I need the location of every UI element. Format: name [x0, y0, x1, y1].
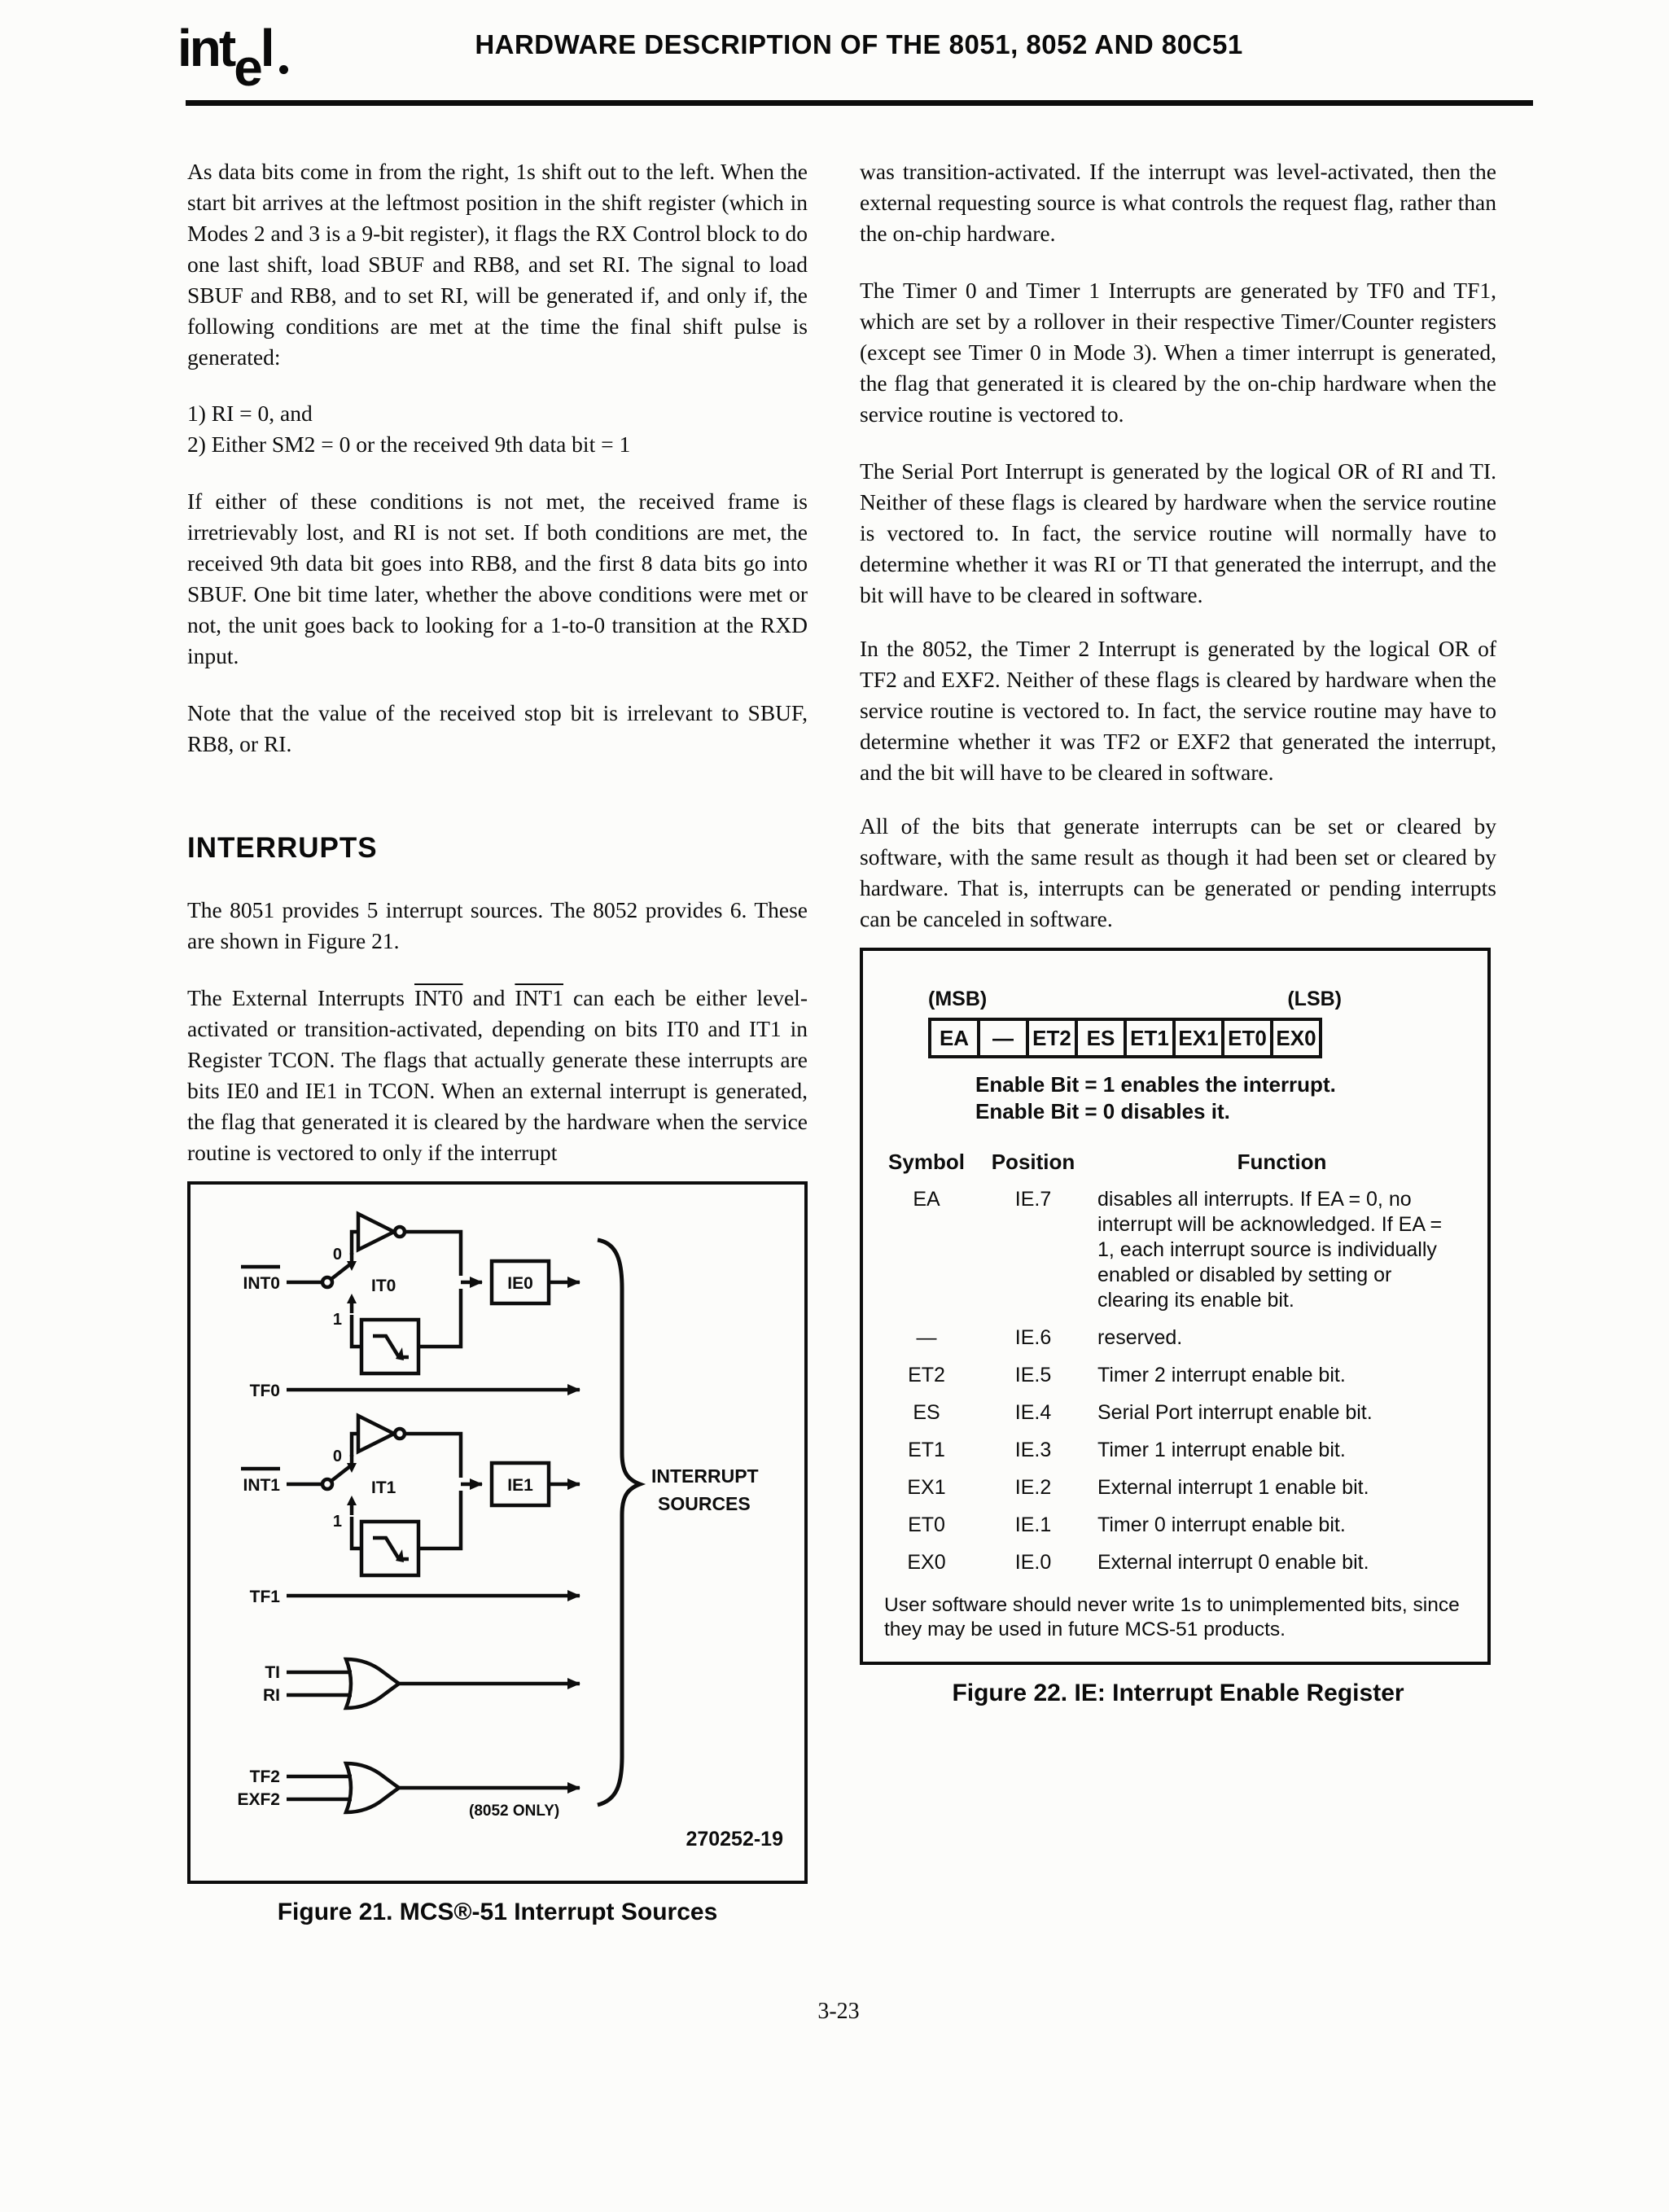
- paragraph: Note that the value of the received stop bit is irrelevant to SBUF, RB8, or RI.: [187, 700, 808, 756]
- table-cell-symbol: EX0: [907, 1551, 946, 1574]
- int1-label: INT1: [243, 1476, 280, 1495]
- table-cell-symbol: ET2: [908, 1364, 945, 1386]
- timer2-or-gate-channel: [237, 1763, 580, 1820]
- paragraph: The Serial Port Interrupt is generated by the logical OR of RI and TI. Neither of these flags is cleared by hardware when the service routine is vectored to. In fact, the service routine will normally have to determine whether it was RI or TI that generated the interrupt, and the bit will have to be cleared in software.: [860, 458, 1496, 607]
- paragraph: [187, 983, 808, 1168]
- table-cell-function: External interrupt 1 enable bit.: [1097, 1476, 1369, 1499]
- figure22-footnote: User software should never write 1s to unimplemented bits, since they may be used in future MCS-51 products.: [884, 1594, 1460, 1640]
- figure22-frame: [860, 948, 1491, 1665]
- table-cell-function: External interrupt 0 enable bit.: [1097, 1551, 1369, 1574]
- int1-overlined: INT1: [515, 985, 563, 1010]
- enable-note-2: Enable Bit = 0 disables it.: [975, 1099, 1230, 1124]
- int0-channel: [241, 1214, 580, 1373]
- paragraph: As data bits come in from the right, 1s shift out to the left. When the start bit arrives at the leftmost position in the shift register (which in Modes 2 and 3 is a 9-bit register), it flags the RX Control block to do one last shift, load SBUF and RB8, and set RI. The signal to load SBUF and RB8, and to set RI, will be generated if, and only if, the following conditions are met at the time the final shift pulse is generated:: [187, 159, 808, 370]
- page-number: 3-23: [817, 1999, 860, 2024]
- table-cell-position: IE.1: [1014, 1513, 1052, 1536]
- condition-item-1: 1) RI = 0, and: [187, 401, 313, 426]
- switch-wiper: [331, 1466, 350, 1481]
- it1-label: IT1: [371, 1478, 396, 1497]
- paragraph: The Timer 0 and Timer 1 Interrupts are generated by TF0 and TF1, which are set by a rollover in their respective Timer/Counter registers (except see Timer 0 in Mode 3). When a timer interrupt is generated, the flag that generated it is cleared by the on-chip hardware when the service routine is vectored to.: [860, 278, 1496, 427]
- table-cell-symbol: ES: [913, 1401, 940, 1424]
- table-cell-function: reserved.: [1097, 1326, 1183, 1349]
- text-segment: can each be either level-activated or transition-activated, depending on bits IT0 and IT1 in Register TCON. The flags that actually generate these interrupts are bits IE0 and IE1 in TCON. When an external interrupt is generated, the flag that generated it is cleared by the hardware when the service routine is vectored to only if the interrupt: [187, 985, 808, 1165]
- column-header-function: Function: [1237, 1150, 1327, 1174]
- ie0-label: IE0: [507, 1274, 533, 1293]
- table-cell-position: IE.3: [1014, 1439, 1052, 1461]
- table-cell-position: IE.0: [1014, 1551, 1052, 1574]
- table-cell-function: Serial Port interrupt enable bit.: [1097, 1401, 1373, 1424]
- table-cell-position: IE.6: [1014, 1326, 1052, 1349]
- page-title: HARDWARE DESCRIPTION OF THE 8051, 8052 AND 80C51: [475, 29, 1243, 59]
- figure22-caption: Figure 22. IE: Interrupt Enable Register: [952, 1680, 1404, 1706]
- inverter-icon: [358, 1214, 394, 1250]
- or-gate-icon: [346, 1659, 399, 1708]
- table-cell-position: IE.5: [1014, 1364, 1052, 1386]
- text-segment: The External Interrupts: [187, 985, 414, 1010]
- tf2-label: TF2: [249, 1767, 280, 1786]
- logo-text-l: l: [260, 19, 273, 77]
- condition-item-2: 2) Either SM2 = 0 or the received 9th data bit = 1: [187, 431, 631, 457]
- column-header-position: Position: [991, 1150, 1075, 1174]
- edge-detector-box: [361, 1522, 418, 1575]
- table-cell-position: IE.7: [1014, 1188, 1052, 1211]
- switch-wiper: [331, 1264, 350, 1279]
- table-cell-position: IE.2: [1014, 1476, 1052, 1499]
- inverter-bubble: [395, 1227, 405, 1237]
- bit-cell-reserved: —: [977, 1018, 1029, 1058]
- register-bit-order-labels: [928, 983, 1342, 1014]
- falling-edge-icon: [373, 1336, 409, 1357]
- enable-bit-notes: [975, 1071, 1466, 1125]
- lsb-label: (LSB): [1287, 988, 1342, 1010]
- ti-label: TI: [265, 1663, 280, 1682]
- text-segment: and: [462, 985, 515, 1010]
- switch-0-label: 0: [332, 1448, 342, 1465]
- switch-pole: [322, 1277, 332, 1287]
- tf1-channel: [250, 1588, 580, 1606]
- enable-note-1: Enable Bit = 1 enables the interrupt.: [975, 1072, 1336, 1097]
- int1-channel: [241, 1416, 580, 1575]
- table-cell-position: IE.4: [1014, 1401, 1052, 1424]
- table-cell-symbol: EA: [913, 1188, 940, 1211]
- bit-cell-ea: EA: [928, 1018, 980, 1058]
- left-column: [187, 156, 808, 1928]
- paragraph: If either of these conditions is not met, the received frame is irretrievably lost, and RI is not set. If both conditions are met, the received 9th data bit goes into RB8, and the first 8 data bits go into SBUF. One bit time later, whether the above conditions were met or not, the unit goes back to looking for a 1-to-0 transition at the RXD input.: [187, 488, 808, 668]
- figure21-part-number: 270252-19: [686, 1828, 783, 1851]
- tf0-channel: [250, 1382, 580, 1400]
- tf0-label: TF0: [249, 1382, 280, 1400]
- ri-label: RI: [263, 1686, 280, 1705]
- serial-or-gate-channel: [263, 1659, 580, 1708]
- it0-label: IT0: [371, 1277, 396, 1295]
- int0-overlined: INT0: [414, 985, 463, 1010]
- figure21-caption: Figure 21. MCS®-51 Interrupt Sources: [277, 1899, 718, 1925]
- table-cell-symbol: —: [916, 1326, 937, 1349]
- interrupt-sources-label-line2: SOURCES: [658, 1493, 751, 1514]
- switch-1-label: 1: [332, 1513, 342, 1531]
- falling-edge-icon: [373, 1538, 409, 1559]
- int0-label: INT0: [243, 1274, 280, 1293]
- switch-0-label: 0: [332, 1246, 342, 1264]
- bit-cell-ex0: EX0: [1270, 1018, 1322, 1058]
- table-cell-symbol: EX1: [907, 1476, 946, 1499]
- tf1-label: TF1: [249, 1588, 280, 1606]
- switch-pole: [322, 1479, 332, 1489]
- condition-list: [187, 398, 808, 460]
- logo-text-int: int: [177, 19, 234, 77]
- ie-register-bit-row: [928, 1018, 1466, 1058]
- bit-cell-ex1: EX1: [1172, 1018, 1224, 1058]
- inverter-icon: [358, 1416, 394, 1452]
- column-header-symbol: Symbol: [888, 1150, 965, 1174]
- switch-1-label: 1: [332, 1311, 342, 1329]
- figure21-frame: [187, 1181, 808, 1884]
- logo-text-e: e: [234, 38, 261, 97]
- bit-cell-es: ES: [1075, 1018, 1127, 1058]
- table-cell-function: Timer 2 interrupt enable bit.: [1097, 1364, 1346, 1386]
- msb-label: (MSB): [928, 988, 988, 1010]
- header-divider: [186, 100, 1533, 106]
- paragraph: All of the bits that generate interrupts can be set or cleared by software, with the same result as though it had been set or cleared by hardware. That is, interrupts can be generated or pending interrupts can be canceled in software.: [860, 813, 1496, 931]
- inverter-bubble: [395, 1429, 405, 1439]
- table-cell-symbol: ET0: [908, 1513, 945, 1536]
- ie-register-table: [884, 1150, 1466, 1575]
- logo-registered-dot-icon: [279, 65, 288, 74]
- table-cell-symbol: ET1: [908, 1439, 945, 1461]
- figure21-interrupt-sources-diagram: [191, 1185, 804, 1881]
- bit-cell-et0: ET0: [1221, 1018, 1273, 1058]
- interrupt-sources-label-line1: INTERRUPT: [651, 1465, 759, 1487]
- exf2-label: EXF2: [237, 1790, 280, 1809]
- table-cell-function: Timer 1 interrupt enable bit.: [1097, 1439, 1346, 1461]
- table-cell-function: disables all interrupts. If EA = 0, no interrupt will be acknowledged. If EA = 1, each interrupt source is individually enabled or disabled by setting or clearing its enable bit.: [1097, 1188, 1443, 1312]
- interrupt-sources-brace: [598, 1240, 759, 1805]
- ie1-label: IE1: [507, 1476, 533, 1495]
- paragraph: The 8051 provides 5 interrupt sources. The 8052 provides 6. These are shown in Figure 21.: [187, 897, 808, 953]
- brace-icon: [598, 1240, 640, 1805]
- paragraph: In the 8052, the Timer 2 Interrupt is generated by the logical OR of TF2 and EXF2. Neither of these flags is cleared by hardware when the service routine is vectored to. In fact, the service routine may have to determine whether it was TF2 or EXF2 that generated the interrupt, and the bit will have to be cleared in software.: [860, 636, 1496, 785]
- section-heading-interrupts: INTERRUPTS: [187, 832, 378, 864]
- edge-detector-box: [361, 1320, 418, 1373]
- paragraph: was transition-activated. If the interrupt was level-activated, then the external requesting source is what controls the request flag, rather than the on-chip hardware.: [860, 159, 1496, 246]
- table-cell-function: Timer 0 interrupt enable bit.: [1097, 1513, 1346, 1536]
- bit-cell-et2: ET2: [1026, 1018, 1078, 1058]
- bit-cell-et1: ET1: [1124, 1018, 1176, 1058]
- only-8052-label: (8052 ONLY): [469, 1802, 560, 1820]
- right-column: [860, 156, 1496, 1709]
- or-gate-icon: [346, 1763, 399, 1812]
